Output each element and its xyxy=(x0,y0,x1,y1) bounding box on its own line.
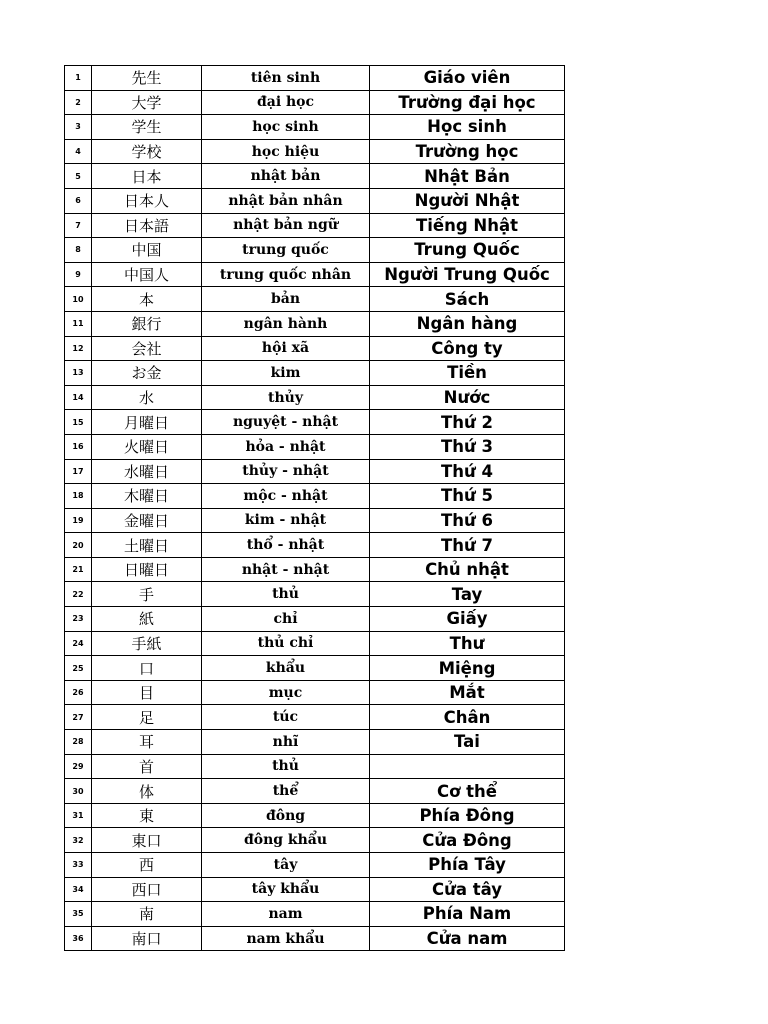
kanji-cell: 水曜日 xyxy=(92,459,202,484)
row-number-cell: 10 xyxy=(65,287,92,312)
table-row xyxy=(65,533,565,558)
meaning-cell: Công ty xyxy=(370,336,565,361)
table-row xyxy=(65,926,565,951)
reading-cell: thổ - nhật xyxy=(202,533,370,558)
row-number-cell: 2 xyxy=(65,90,92,115)
meaning-cell: Tiếng Nhật xyxy=(370,213,565,238)
table-row xyxy=(65,582,565,607)
meaning-cell: Cửa nam xyxy=(370,926,565,951)
reading-cell: thủy - nhật xyxy=(202,459,370,484)
meaning-cell xyxy=(370,754,565,779)
table-row xyxy=(65,410,565,435)
row-number-cell: 13 xyxy=(65,361,92,386)
row-number-cell: 25 xyxy=(65,656,92,681)
meaning-cell: Mắt xyxy=(370,680,565,705)
meaning-cell: Chân xyxy=(370,705,565,730)
meaning-cell: Người Trung Quốc xyxy=(370,262,565,287)
reading-cell: mộc - nhật xyxy=(202,484,370,509)
table-row xyxy=(65,336,565,361)
reading-cell: trung quốc xyxy=(202,238,370,263)
table-row xyxy=(65,262,565,287)
meaning-cell: Cơ thể xyxy=(370,779,565,804)
row-number-cell: 19 xyxy=(65,508,92,533)
row-number-cell: 31 xyxy=(65,803,92,828)
row-number-cell: 33 xyxy=(65,853,92,878)
reading-cell: thủ chỉ xyxy=(202,631,370,656)
row-number-cell: 7 xyxy=(65,213,92,238)
kanji-cell: 土曜日 xyxy=(92,533,202,558)
kanji-cell: 東口 xyxy=(92,828,202,853)
meaning-cell: Tiền xyxy=(370,361,565,386)
meaning-cell: Giáo viên xyxy=(370,66,565,91)
table-row xyxy=(65,139,565,164)
meaning-cell: Chủ nhật xyxy=(370,557,565,582)
table-row xyxy=(65,730,565,755)
reading-cell: nhật - nhật xyxy=(202,557,370,582)
meaning-cell: Ngân hàng xyxy=(370,311,565,336)
reading-cell: học sinh xyxy=(202,115,370,140)
meaning-cell: Miệng xyxy=(370,656,565,681)
meaning-cell: Phía Tây xyxy=(370,853,565,878)
table-row xyxy=(65,287,565,312)
meaning-cell: Trường học xyxy=(370,139,565,164)
row-number-cell: 14 xyxy=(65,385,92,410)
row-number-cell: 5 xyxy=(65,164,92,189)
row-number-cell: 35 xyxy=(65,902,92,927)
kanji-cell: 東 xyxy=(92,803,202,828)
table-row xyxy=(65,115,565,140)
row-number-cell: 9 xyxy=(65,262,92,287)
kanji-cell: 手紙 xyxy=(92,631,202,656)
meaning-cell: Học sinh xyxy=(370,115,565,140)
table-row xyxy=(65,557,565,582)
table-row xyxy=(65,607,565,632)
meaning-cell: Phía Đông xyxy=(370,803,565,828)
reading-cell: tây xyxy=(202,853,370,878)
vocabulary-table xyxy=(64,65,565,951)
table-row xyxy=(65,508,565,533)
reading-cell: đông xyxy=(202,803,370,828)
row-number-cell: 20 xyxy=(65,533,92,558)
reading-cell: bản xyxy=(202,287,370,312)
kanji-cell: 首 xyxy=(92,754,202,779)
table-row xyxy=(65,311,565,336)
kanji-cell: 日本 xyxy=(92,164,202,189)
meaning-cell: Thứ 5 xyxy=(370,484,565,509)
table-row xyxy=(65,90,565,115)
kanji-cell: 金曜日 xyxy=(92,508,202,533)
reading-cell: thủ xyxy=(202,582,370,607)
kanji-cell: 水 xyxy=(92,385,202,410)
kanji-cell: 耳 xyxy=(92,730,202,755)
row-number-cell: 12 xyxy=(65,336,92,361)
reading-cell: tây khẩu xyxy=(202,877,370,902)
table-row xyxy=(65,484,565,509)
table-row xyxy=(65,779,565,804)
kanji-cell: 手 xyxy=(92,582,202,607)
table-row xyxy=(65,803,565,828)
kanji-cell: 体 xyxy=(92,779,202,804)
table-row xyxy=(65,66,565,91)
meaning-cell: Thứ 7 xyxy=(370,533,565,558)
kanji-cell: 会社 xyxy=(92,336,202,361)
row-number-cell: 36 xyxy=(65,926,92,951)
meaning-cell: Tai xyxy=(370,730,565,755)
table-row xyxy=(65,188,565,213)
table-row xyxy=(65,877,565,902)
meaning-cell: Cửa Đông xyxy=(370,828,565,853)
kanji-cell: 日曜日 xyxy=(92,557,202,582)
table-row xyxy=(65,631,565,656)
kanji-cell: 先生 xyxy=(92,66,202,91)
reading-cell: nhật bản xyxy=(202,164,370,189)
meaning-cell: Cửa tây xyxy=(370,877,565,902)
reading-cell: nam khẩu xyxy=(202,926,370,951)
kanji-cell: 中国 xyxy=(92,238,202,263)
kanji-cell: 火曜日 xyxy=(92,434,202,459)
reading-cell: đông khẩu xyxy=(202,828,370,853)
table-row xyxy=(65,828,565,853)
reading-cell: nhật bản nhân xyxy=(202,188,370,213)
kanji-cell: 大学 xyxy=(92,90,202,115)
reading-cell: học hiệu xyxy=(202,139,370,164)
vocabulary-table-body xyxy=(65,66,565,951)
meaning-cell: Nước xyxy=(370,385,565,410)
row-number-cell: 3 xyxy=(65,115,92,140)
reading-cell: nhật bản ngữ xyxy=(202,213,370,238)
kanji-cell: 木曜日 xyxy=(92,484,202,509)
meaning-cell: Thư xyxy=(370,631,565,656)
kanji-cell: 月曜日 xyxy=(92,410,202,435)
row-number-cell: 26 xyxy=(65,680,92,705)
table-row xyxy=(65,361,565,386)
reading-cell: kim - nhật xyxy=(202,508,370,533)
row-number-cell: 30 xyxy=(65,779,92,804)
table-row xyxy=(65,385,565,410)
table-row xyxy=(65,459,565,484)
table-row xyxy=(65,853,565,878)
meaning-cell: Giấy xyxy=(370,607,565,632)
kanji-cell: 学生 xyxy=(92,115,202,140)
reading-cell: thủy xyxy=(202,385,370,410)
table-row xyxy=(65,213,565,238)
meaning-cell: Sách xyxy=(370,287,565,312)
reading-cell: nam xyxy=(202,902,370,927)
kanji-cell: 紙 xyxy=(92,607,202,632)
reading-cell: khẩu xyxy=(202,656,370,681)
row-number-cell: 4 xyxy=(65,139,92,164)
row-number-cell: 8 xyxy=(65,238,92,263)
reading-cell: nguyệt - nhật xyxy=(202,410,370,435)
kanji-cell: 足 xyxy=(92,705,202,730)
kanji-cell: 銀行 xyxy=(92,311,202,336)
meaning-cell: Người Nhật xyxy=(370,188,565,213)
row-number-cell: 11 xyxy=(65,311,92,336)
reading-cell: nhĩ xyxy=(202,730,370,755)
table-row xyxy=(65,754,565,779)
kanji-cell: 中国人 xyxy=(92,262,202,287)
reading-cell: chỉ xyxy=(202,607,370,632)
reading-cell: trung quốc nhân xyxy=(202,262,370,287)
row-number-cell: 15 xyxy=(65,410,92,435)
reading-cell: thủ xyxy=(202,754,370,779)
kanji-cell: 西 xyxy=(92,853,202,878)
meaning-cell: Tay xyxy=(370,582,565,607)
kanji-cell: 日本語 xyxy=(92,213,202,238)
row-number-cell: 29 xyxy=(65,754,92,779)
meaning-cell: Phía Nam xyxy=(370,902,565,927)
table-row xyxy=(65,680,565,705)
reading-cell: túc xyxy=(202,705,370,730)
table-row xyxy=(65,656,565,681)
meaning-cell: Thứ 2 xyxy=(370,410,565,435)
kanji-cell: 日本人 xyxy=(92,188,202,213)
reading-cell: mục xyxy=(202,680,370,705)
row-number-cell: 21 xyxy=(65,557,92,582)
kanji-cell: 目 xyxy=(92,680,202,705)
meaning-cell: Thứ 4 xyxy=(370,459,565,484)
row-number-cell: 34 xyxy=(65,877,92,902)
reading-cell: thể xyxy=(202,779,370,804)
table-row xyxy=(65,238,565,263)
table-row xyxy=(65,705,565,730)
reading-cell: hỏa - nhật xyxy=(202,434,370,459)
row-number-cell: 28 xyxy=(65,730,92,755)
meaning-cell: Trường đại học xyxy=(370,90,565,115)
row-number-cell: 24 xyxy=(65,631,92,656)
reading-cell: đại học xyxy=(202,90,370,115)
row-number-cell: 6 xyxy=(65,188,92,213)
row-number-cell: 23 xyxy=(65,607,92,632)
row-number-cell: 32 xyxy=(65,828,92,853)
row-number-cell: 16 xyxy=(65,434,92,459)
kanji-cell: 本 xyxy=(92,287,202,312)
table-row xyxy=(65,902,565,927)
reading-cell: tiên sinh xyxy=(202,66,370,91)
kanji-cell: 口 xyxy=(92,656,202,681)
meaning-cell: Nhật Bản xyxy=(370,164,565,189)
reading-cell: hội xã xyxy=(202,336,370,361)
row-number-cell: 1 xyxy=(65,66,92,91)
table-row xyxy=(65,164,565,189)
kanji-cell: 南口 xyxy=(92,926,202,951)
row-number-cell: 18 xyxy=(65,484,92,509)
meaning-cell: Thứ 3 xyxy=(370,434,565,459)
kanji-cell: お金 xyxy=(92,361,202,386)
row-number-cell: 27 xyxy=(65,705,92,730)
reading-cell: kim xyxy=(202,361,370,386)
meaning-cell: Thứ 6 xyxy=(370,508,565,533)
kanji-cell: 学校 xyxy=(92,139,202,164)
kanji-cell: 西口 xyxy=(92,877,202,902)
row-number-cell: 22 xyxy=(65,582,92,607)
row-number-cell: 17 xyxy=(65,459,92,484)
table-row xyxy=(65,434,565,459)
reading-cell: ngân hành xyxy=(202,311,370,336)
kanji-cell: 南 xyxy=(92,902,202,927)
meaning-cell: Trung Quốc xyxy=(370,238,565,263)
